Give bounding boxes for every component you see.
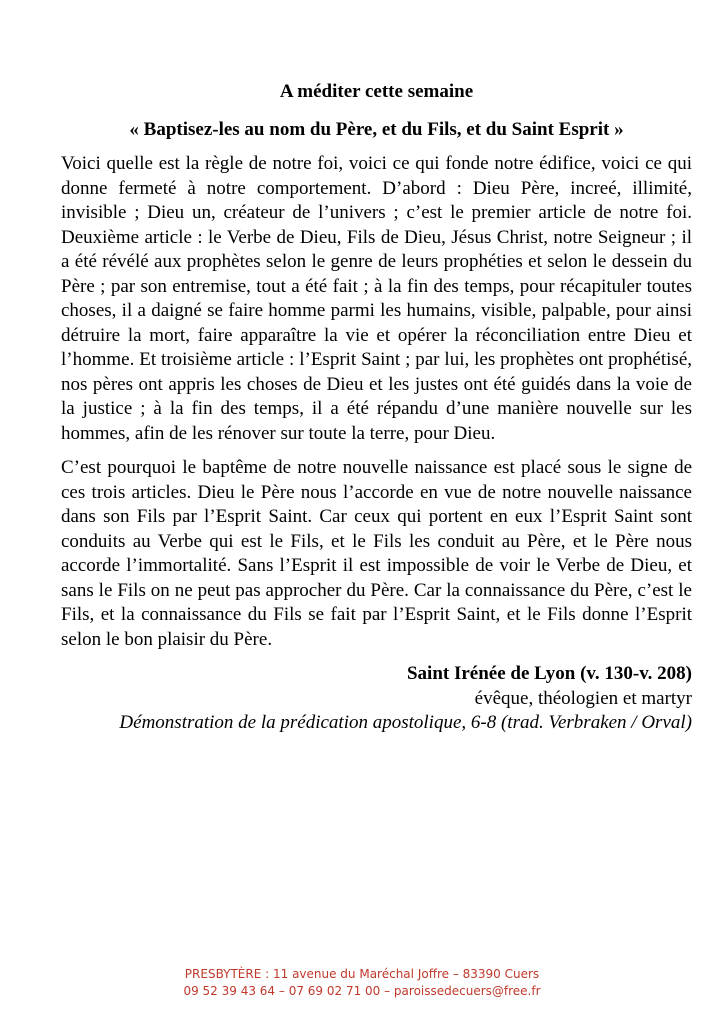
body-paragraph-2: C’est pourquoi le baptême de notre nouvelle naissance est placé sous le signe de ces trois articles. Dieu le Père nous l’accorde en vue de notre nouvelle naissance dans son Fils par l’Esprit Saint. Car ceux qui portent en eux l’Esprit Saint sont conduits au Verbe qui est le Fils, et le Fils les conduit au Père, et le Père nous accorde l’immortalité. Sans l’Esprit il est impossible de voir le Verbe de Dieu, et sans le Fils on ne peut pas approcher du Père. Car la connaissance du Père, c’est le Fils, et la connaissance du Fils se fait par l’Esprit Saint, et le Fils donne l’Esprit selon le bon plaisir du Père.	[61, 457, 692, 650]
attribution-role: évêque, théologien et martyr	[474, 687, 692, 709]
footer-address: PRESBYTÈRE : 11 avenue du Maréchal Joffre – 83390 Cuers	[184, 967, 540, 981]
attribution-author: Saint Irénée de Lyon (v. 130-v. 208)	[406, 663, 692, 684]
attribution-source: Démonstration de la prédication apostolique, 6-8 (trad. Verbraken / Orval)	[119, 712, 692, 733]
page-footer	[0, 966, 724, 1000]
body-paragraph-1: Voici quelle est la règle de notre foi, voici ce qui fonde notre édifice, voici ce qui donne fermeté à notre comportement. D’abord : Dieu Père, increé, illimité, invisible ; Dieu un, créateur de l’univers ; c’est le premier article de notre foi. Deuxième article : le Verbe de Dieu, Fils de Dieu, Jésus Christ, notre Seigneur ; il a été révélé aux prophètes selon le genre de leurs prophéties et selon le dessein du Père ; par son entremise, tout a été fait ; à la fin des temps, pour récapituler toutes choses, il a daigné se faire homme parmi les humains, visible, palpable, pour ainsi détruire la mort, faire apparaître la vie et opérer la réconciliation entre Dieu et l’homme. Et troisième article : l’Esprit Saint ; par lui, les prophètes ont prophétisé, nos pères ont appris les choses de Dieu et les justes ont été guidés dans la voie de la justice ; à la fin des temps, il a été répandu d’une manière nouvelle sur les hommes, afin de les rénover sur toute la terre, pour Dieu.	[61, 153, 692, 444]
document-page	[61, 80, 692, 736]
quote-heading: « Baptisez-les au nom du Père, et du Fils, et du Saint Esprit »	[129, 119, 624, 140]
page-heading: A méditer cette semaine	[279, 81, 474, 102]
footer-contact: 09 52 39 43 64 – 07 69 02 71 00 – paroissedecuers@free.fr	[183, 984, 541, 998]
